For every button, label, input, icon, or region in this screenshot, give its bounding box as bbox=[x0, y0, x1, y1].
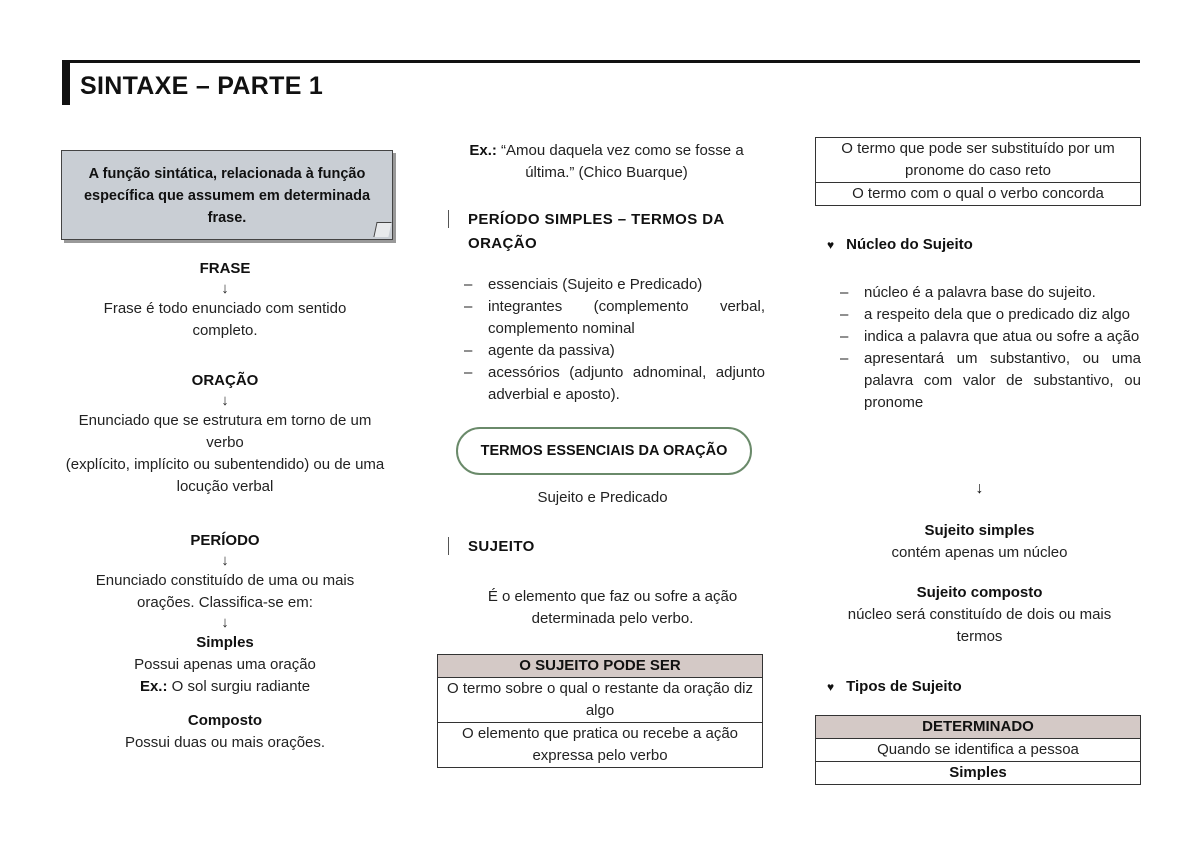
heading-marker bbox=[448, 537, 449, 555]
periodo-heading: PERÍODO bbox=[190, 532, 260, 549]
table-row: Quando se identifica a pessoa bbox=[816, 739, 1141, 762]
simples-heading: Simples bbox=[196, 634, 254, 651]
title-rule bbox=[62, 60, 1140, 63]
list-item: – integrantes (complemento verbal, complemento nominal bbox=[464, 298, 765, 337]
sujeito-simples-heading: Sujeito simples bbox=[924, 522, 1035, 539]
list-item: – essenciais (Sujeito e Predicado) bbox=[464, 276, 703, 293]
table-row: O termo que pode ser substituído por um pronome do caso reto bbox=[816, 138, 1141, 183]
definition-text: A função sintática, relacionada à função específica que assumem em determinada frase. bbox=[83, 166, 371, 226]
nucleo-heading: Núcleo do Sujeito bbox=[846, 236, 973, 253]
sujeito-table bbox=[437, 654, 763, 768]
table-header: DETERMINADO bbox=[816, 716, 1141, 739]
sujeito-composto-block bbox=[817, 582, 1142, 648]
terms-list bbox=[460, 274, 765, 406]
heart-icon: ♥ bbox=[827, 238, 835, 252]
page-title: SINTAXE – PARTE 1 bbox=[80, 72, 324, 100]
title-accent-bar bbox=[62, 63, 70, 105]
tipos-heading: Tipos de Sujeito bbox=[846, 678, 962, 695]
table-row: Simples bbox=[816, 762, 1141, 785]
table-row: O elemento que pratica ou recebe a ação expressa pelo verbo bbox=[438, 723, 763, 768]
frase-block bbox=[60, 258, 390, 342]
oracao-text-1: Enunciado que se estrutura em torno de um verbo bbox=[78, 412, 372, 451]
example-quote-text: “Amou daquela vez como se fosse a última.” (Chico Buarque) bbox=[496, 142, 744, 181]
sujeito-simples-block bbox=[817, 520, 1142, 564]
sujeito-composto-text: núcleo será constituído de dois ou mais termos bbox=[847, 606, 1112, 645]
example-quote bbox=[440, 140, 773, 184]
frase-text: Frase é todo enunciado com sentido completo. bbox=[103, 300, 347, 339]
periodo-text: Enunciado constituído de uma ou mais orações. Classifica-se em: bbox=[95, 572, 355, 611]
sujeito-definition: É o elemento que faz ou sofre a ação determinada pelo verbo. bbox=[487, 588, 738, 627]
oracao-block bbox=[60, 370, 390, 498]
simples-text: Possui apenas uma oração bbox=[134, 656, 316, 673]
list-item: – apresentará um substantivo, ou uma palavra com valor de substantivo, ou pronome bbox=[840, 350, 1141, 411]
arrow-down-icon: ↓ bbox=[221, 280, 229, 297]
sujeito-table-continued bbox=[815, 137, 1141, 206]
pill-subtitle: Sujeito e Predicado bbox=[537, 489, 668, 506]
heading-marker bbox=[448, 210, 449, 228]
table-row: O termo com o qual o verbo concorda bbox=[816, 183, 1141, 206]
arrow-down-icon: ↓ bbox=[975, 480, 984, 497]
sujeito-heading: SUJEITO bbox=[468, 538, 535, 555]
list-item: – agente da passiva) bbox=[464, 342, 615, 359]
arrow-down-icon: ↓ bbox=[221, 392, 229, 409]
composto-text: Possui duas ou mais orações. bbox=[124, 734, 326, 751]
termos-essenciais-pill: TERMOS ESSENCIAIS DA ORAÇÃO bbox=[456, 427, 752, 475]
table-row: O termo sobre o qual o restante da oração diz algo bbox=[438, 678, 763, 723]
nucleo-list bbox=[836, 282, 1141, 414]
periodo-simples-heading: PERÍODO SIMPLES – TERMOS DA ORAÇÃO bbox=[468, 211, 725, 252]
definition-box bbox=[61, 150, 393, 240]
tipos-table bbox=[815, 715, 1141, 785]
oracao-heading: ORAÇÃO bbox=[191, 372, 259, 389]
arrow-down-icon: ↓ bbox=[221, 614, 229, 631]
example-label: Ex.: bbox=[139, 678, 168, 695]
example-text: O sol surgiu radiante bbox=[167, 678, 311, 695]
simples-example bbox=[60, 676, 390, 698]
list-item: – indica a palavra que atua ou sofre a ação bbox=[840, 328, 1140, 345]
tipos-heading-row bbox=[827, 676, 962, 698]
list-item: – acessórios (adjunto adnominal, adjunto adverbial e aposto). bbox=[464, 364, 765, 403]
periodo-block bbox=[60, 530, 390, 754]
composto-heading: Composto bbox=[187, 712, 263, 729]
example-label: Ex.: bbox=[469, 142, 497, 159]
page-fold-icon bbox=[373, 222, 391, 237]
arrow-down-icon: ↓ bbox=[221, 552, 229, 569]
table-header: O SUJEITO PODE SER bbox=[438, 655, 763, 678]
list-item: – núcleo é a palavra base do sujeito. bbox=[840, 284, 1096, 301]
oracao-text-2: (explícito, implícito ou subentendido) ou de uma locução verbal bbox=[65, 456, 385, 495]
nucleo-heading-row bbox=[827, 234, 973, 256]
list-item: – a respeito dela que o predicado diz algo bbox=[840, 306, 1131, 323]
sujeito-simples-text: contém apenas um núcleo bbox=[891, 544, 1068, 561]
sujeito-composto-heading: Sujeito composto bbox=[916, 584, 1043, 601]
heart-icon: ♥ bbox=[827, 680, 835, 694]
frase-heading: FRASE bbox=[199, 260, 251, 277]
